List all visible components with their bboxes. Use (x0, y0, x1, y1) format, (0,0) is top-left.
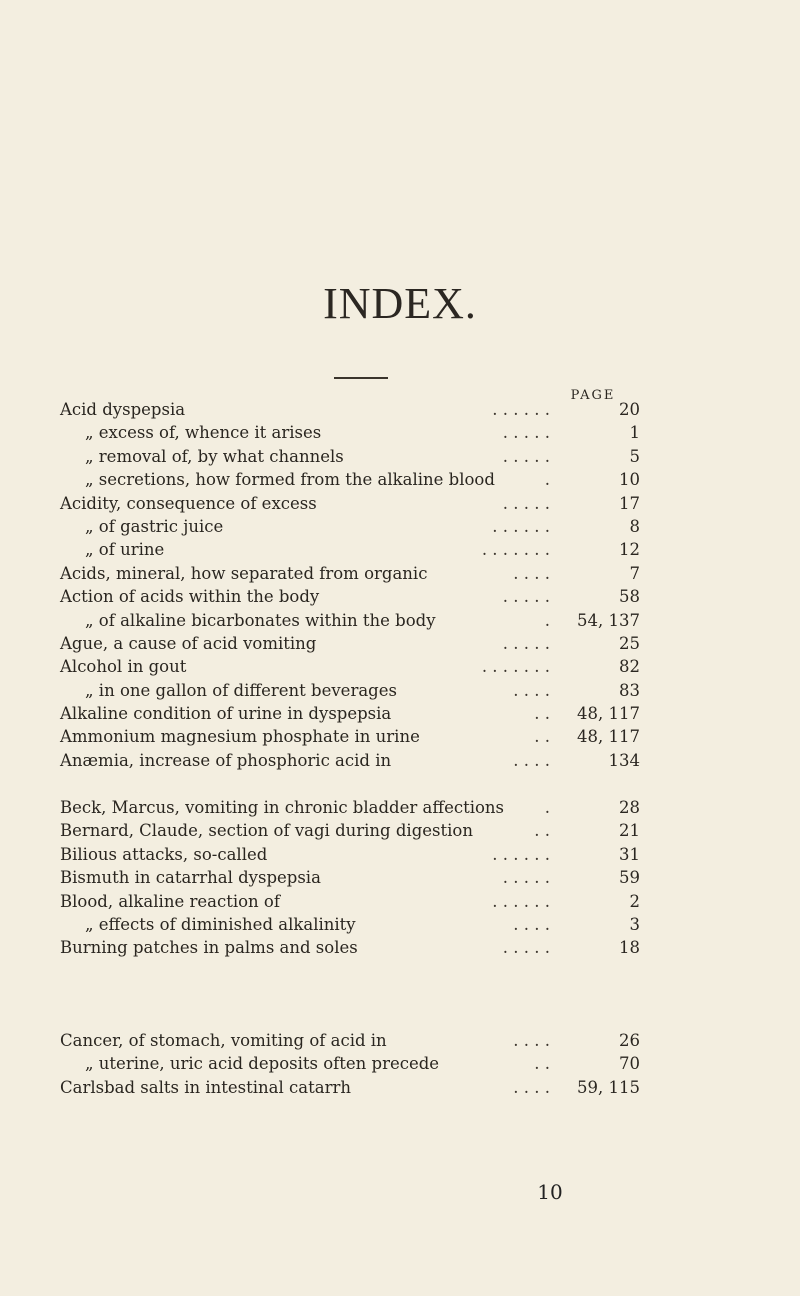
entry-page-number: 10 (619, 470, 640, 490)
entry-page-number: 25 (619, 633, 640, 653)
leader-dots: . . . . . (502, 493, 550, 513)
leader-dots: . . . . . . (492, 844, 550, 864)
entry-page-number: 58 (619, 587, 640, 607)
entry-text: Bismuth in catarrhal dyspepsia (60, 868, 321, 888)
leader-dots: . . . . . . (492, 891, 550, 911)
index-entry (60, 515, 640, 538)
leader-dots: . (544, 610, 550, 630)
entry-text: „ in one gallon of different beverages (85, 680, 397, 700)
entry-page-number: 1 (629, 423, 640, 443)
entry-text: Acidity, consequence of excess (60, 493, 317, 513)
index-entry (60, 609, 640, 632)
entry-page-number: 59 (619, 868, 640, 888)
entry-text: Ague, a cause of acid vomiting (60, 633, 317, 653)
leader-dots: . . . . . . . (481, 657, 550, 677)
leader-dots: . (544, 798, 550, 817)
index-entry (60, 725, 640, 748)
leader-dots: . . . . (513, 914, 550, 934)
entry-text: „ of urine (85, 540, 165, 560)
index-entry (60, 913, 640, 936)
entry-page-number: 134 (608, 750, 640, 770)
leader-dots: . . . . . (502, 587, 550, 607)
index-entry (60, 843, 640, 866)
entry-page-number: 8 (629, 516, 640, 536)
index-entry (60, 445, 640, 468)
index-entry (60, 749, 640, 772)
leader-dots: . . (534, 727, 550, 747)
entry-text: „ removal of, by what channels (85, 446, 344, 466)
index-entry (60, 421, 640, 444)
entry-text: „ of gastric juice (85, 516, 224, 536)
entry-text: Bernard, Claude, section of vagi during digestion (60, 821, 473, 841)
entry-page-number: 7 (629, 563, 640, 583)
entry-page-number: 26 (619, 1031, 640, 1050)
folio-number: 10 (537, 1180, 563, 1204)
index-entry (60, 585, 640, 608)
entry-text: „ uterine, uric acid deposits often precede (85, 1054, 440, 1074)
index-entry (60, 866, 640, 889)
entry-text: Cancer, of stomach, vomiting of acid in (60, 1031, 387, 1050)
leader-dots: . . . . . (502, 423, 550, 443)
leader-dots: . . . . . . (492, 516, 550, 536)
entry-text: Ammonium magnesium phosphate in urine (60, 727, 420, 747)
entry-text: „ excess of, whence it arises (85, 423, 322, 443)
index-entry (60, 468, 640, 491)
entry-page-number: 2 (629, 891, 640, 911)
entry-page-number: 20 (619, 400, 640, 419)
leader-dots: . . . . (513, 680, 550, 700)
index-title: INDEX. (323, 279, 477, 328)
leader-dots: . . . . (513, 1031, 550, 1050)
entry-text: Burning patches in palms and soles (60, 938, 358, 958)
entry-text: „ of alkaline bicarbonates within the body (85, 610, 436, 630)
entry-page-number: 83 (619, 680, 640, 700)
entry-page-number: 48, 117 (577, 704, 640, 724)
entry-page-number: 5 (629, 446, 640, 466)
entry-page-number: 12 (619, 540, 640, 560)
entry-text: Carlsbad salts in intestinal catarrh (60, 1077, 351, 1097)
leader-dots: . . . . . . (492, 400, 550, 419)
title-rule (334, 377, 388, 379)
index-entry (60, 1076, 640, 1099)
index-entry (60, 796, 640, 819)
entry-page-number: 28 (619, 798, 640, 817)
index-entry (60, 655, 640, 678)
index-section-c (60, 1029, 640, 1099)
entry-page-number: 70 (619, 1054, 640, 1074)
index-entry (60, 1029, 640, 1052)
leader-dots: . . . . . (502, 938, 550, 958)
entry-text: „ effects of diminished alkalinity (85, 914, 356, 934)
index-entry (60, 398, 640, 421)
entry-text: Beck, Marcus, vomiting in chronic bladder affections (60, 798, 505, 817)
index-entry (60, 632, 640, 655)
entry-page-number: 82 (619, 657, 640, 677)
entry-text: „ secretions, how formed from the alkaline blood (85, 470, 495, 490)
leader-dots: . . (534, 704, 550, 724)
entry-page-number: 18 (619, 938, 640, 958)
entry-text: Blood, alkaline reaction of (60, 891, 280, 911)
index-entry (60, 538, 640, 561)
page-column-label: PAGE (570, 388, 616, 403)
entry-text: Bilious attacks, so-called (60, 844, 268, 864)
index-entry (60, 819, 640, 842)
entry-text: Acids, mineral, how separated from organic (60, 563, 428, 583)
entry-page-number: 31 (619, 844, 640, 864)
leader-dots: . (544, 470, 550, 490)
index-entry (60, 702, 640, 725)
index-entry (60, 679, 640, 702)
index-entry (60, 562, 640, 585)
entry-page-number: 21 (619, 821, 640, 841)
index-entry (60, 936, 640, 959)
index-section-a (60, 398, 640, 772)
entry-text: Acid dyspepsia (60, 400, 186, 419)
leader-dots: . . . . . (502, 633, 550, 653)
entry-page-number: 3 (629, 914, 640, 934)
index-entry (60, 890, 640, 913)
leader-dots: . . (534, 821, 550, 841)
index-entry (60, 492, 640, 515)
entry-text: Alkaline condition of urine in dyspepsia (60, 704, 392, 724)
entry-text: Alcohol in gout (60, 657, 187, 677)
index-entry (60, 1052, 640, 1075)
entry-text: Action of acids within the body (60, 587, 320, 607)
leader-dots: . . . . . (502, 446, 550, 466)
leader-dots: . . . . . . . (481, 540, 550, 560)
index-section-b (60, 796, 640, 960)
leader-dots: . . . . (513, 1077, 550, 1097)
leader-dots: . . . . (513, 750, 550, 770)
entry-page-number: 59, 115 (577, 1077, 640, 1097)
entry-page-number: 17 (619, 493, 640, 513)
entry-page-number: 54, 137 (577, 610, 640, 630)
leader-dots: . . . . . (502, 868, 550, 888)
leader-dots: . . (534, 1054, 550, 1074)
entry-page-number: 48, 117 (577, 727, 640, 747)
entry-text: Anæmia, increase of phosphoric acid in (60, 750, 392, 770)
leader-dots: . . . . (513, 563, 550, 583)
